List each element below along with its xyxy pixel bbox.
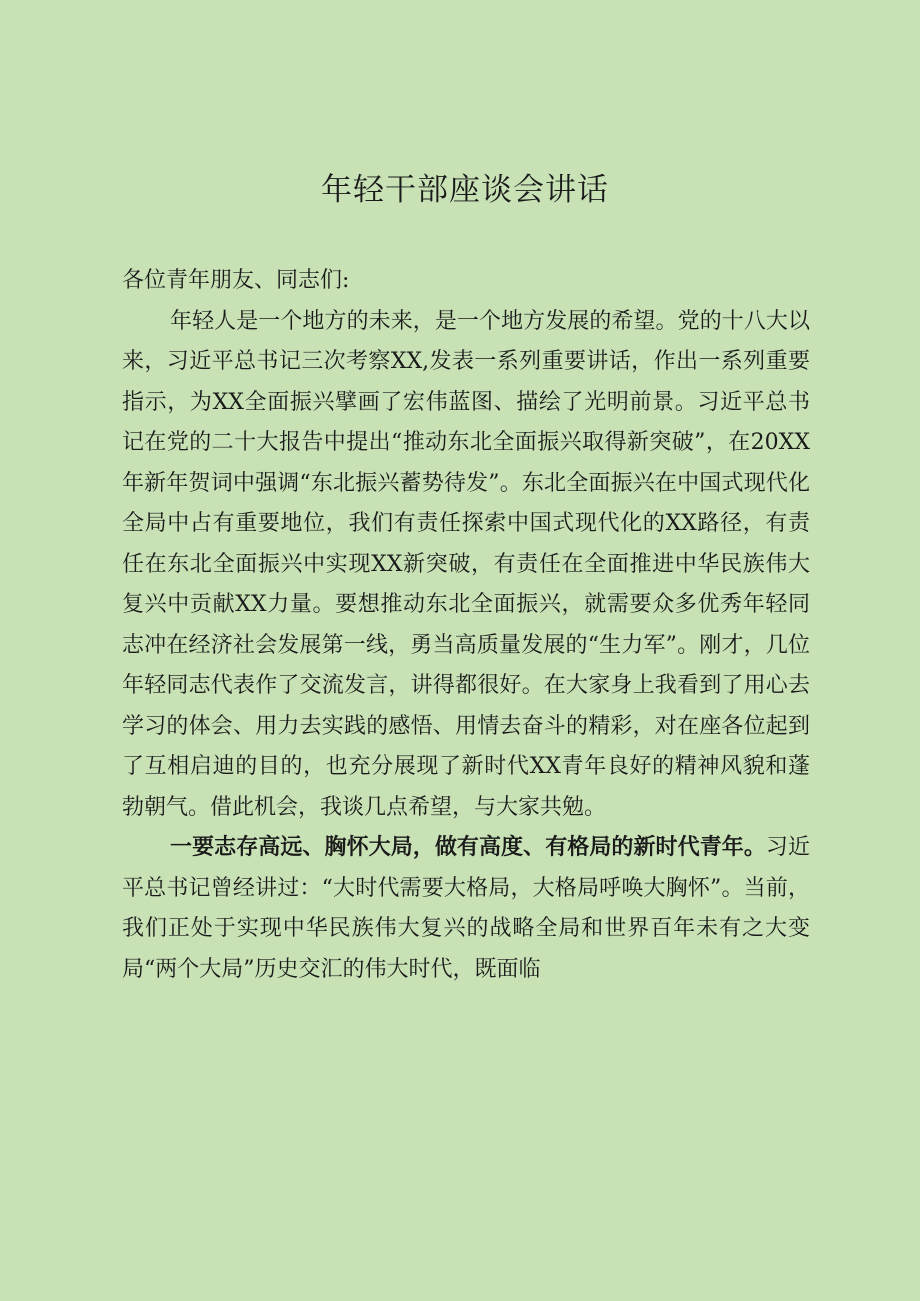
salutation: 各位青年朋友、同志们: (122, 268, 350, 293)
paragraph-intro: 年轻人是一个地方的未来，是一个地方发展的希望。党的十八大以来，习近平总书记三次考察XX,发表一系列重要讲话，作出一系列重要指示，为XX全面振兴擘画了宏伟蓝图、描绘了光明前景。习近平总书记在党的二十大报告中提出“推动东北全面振兴取得新突破”，在20XX年新年贺词中强调“东北振兴蓄势待发”。东北全面振兴在中国式现代化全局中占有重要地位，我们有责任探索中国式现代化的XX路径，有责任在东北全面振兴中实现XX新突破，有责任在全面推进中华民族伟大复兴中贡献XX力量。要想推动东北全面振兴，就需要众多优秀年轻同志冲在经济社会发展第一线，勇当高质量发展的“生力军”。刚才，几位年轻同志代表作了交流发言，讲得都很好。在大家身上我看到了用心去学习的体会、用力去实践的感悟、用情去奋斗的精彩，对在座各位起到了互相启迪的目的，也充分展现了新时代XX青年良好的精神风貌和蓬勃朝气。借此机会，我谈几点希望，与大家共勉。 (122, 308, 810, 820)
document-title: 年轻干部座谈会讲话 (321, 172, 609, 208)
document-body (122, 261, 810, 990)
point-one-heading: 一要志存高远、胸怀大局，做有高度、有格局的新时代青年。 (170, 835, 766, 860)
paragraph-point-one (122, 828, 810, 990)
point-one-text: 习近平总书记曾经讲过：“大时代需要大格局，大格局呼唤大胸怀”。当前，我们正处于实现中华民族伟大复兴的战略全局和世界百年未有之大变局“两个大局”历史交汇的伟大时代，既面临 (122, 835, 810, 982)
